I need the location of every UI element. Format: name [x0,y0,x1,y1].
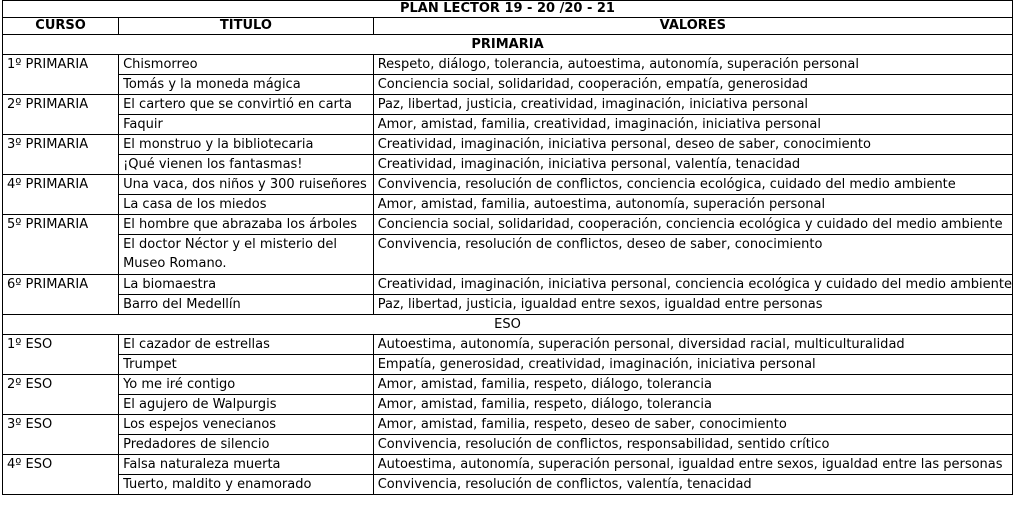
valores-cell: Empatía, generosidad, creatividad, imaginación, iniciativa personal [373,355,1012,375]
valores-cell: Amor, amistad, familia, respeto, diálogo, tolerancia [373,375,1012,395]
curso-cell: 1º PRIMARIA [3,55,119,95]
section-title: PRIMARIA [3,35,1013,55]
table-row [3,455,1013,475]
table-row [3,195,1013,215]
titulo-cell: El cartero que se convirtió en carta [119,95,374,115]
table-row [3,475,1013,495]
table-row [3,415,1013,435]
table-row [3,235,1013,275]
curso-cell: 2º ESO [3,375,119,415]
valores-cell: Creatividad, imaginación, iniciativa personal, conciencia ecológica y cuidado del medio ambiente [373,275,1012,295]
curso-cell: 4º ESO [3,455,119,495]
table-row [3,395,1013,415]
valores-cell: Autoestima, autonomía, superación personal, diversidad racial, multiculturalidad [373,335,1012,355]
titulo-cell: El hombre que abrazaba los árboles [119,215,374,235]
valores-cell: Respeto, diálogo, tolerancia, autoestima, autonomía, superación personal [373,55,1012,75]
section-title: ESO [3,315,1013,335]
titulo-cell: Faquir [119,115,374,135]
section-row [3,35,1013,55]
titulo-cell: Trumpet [119,355,374,375]
titulo-cell: El agujero de Walpurgis [119,395,374,415]
titulo-cell: Tuerto, maldito y enamorado [119,475,374,495]
titulo-cell: La biomaestra [119,275,374,295]
header-curso: CURSO [3,18,119,35]
table-row [3,355,1013,375]
valores-cell: Paz, libertad, justicia, creatividad, imaginación, iniciativa personal [373,95,1012,115]
valores-cell: Convivencia, resolución de conflictos, valentía, tenacidad [373,475,1012,495]
valores-cell: Amor, amistad, familia, respeto, diálogo, tolerancia [373,395,1012,415]
valores-cell: Paz, libertad, justicia, igualdad entre sexos, igualdad entre personas [373,295,1012,315]
table-row [3,275,1013,295]
titulo-cell: Predadores de silencio [119,435,374,455]
titulo-cell: Yo me iré contigo [119,375,374,395]
curso-cell: 4º PRIMARIA [3,175,119,215]
header-row [3,18,1013,35]
table-row [3,135,1013,155]
table-row [3,435,1013,455]
table-row [3,175,1013,195]
titulo-cell: Los espejos venecianos [119,415,374,435]
section-row [3,315,1013,335]
valores-cell: Conciencia social, solidaridad, cooperación, conciencia ecológica y cuidado del medio ambiente [373,215,1012,235]
valores-cell: Conciencia social, solidaridad, cooperación, empatía, generosidad [373,75,1012,95]
titulo-cell: La casa de los miedos [119,195,374,215]
table-row [3,215,1013,235]
titulo-cell: Barro del Medellín [119,295,374,315]
curso-cell: 2º PRIMARIA [3,95,119,135]
table-row [3,155,1013,175]
titulo-cell: Chismorreo [119,55,374,75]
valores-cell: Convivencia, resolución de conflictos, conciencia ecológica, cuidado del medio ambiente [373,175,1012,195]
reading-plan-table [2,0,1013,495]
title-row [3,1,1013,18]
titulo-cell: ¡Qué vienen los fantasmas! [119,155,374,175]
curso-cell: 6º PRIMARIA [3,275,119,315]
table-row [3,375,1013,395]
valores-cell: Creatividad, imaginación, iniciativa personal, valentía, tenacidad [373,155,1012,175]
table-row [3,75,1013,95]
valores-cell: Amor, amistad, familia, creatividad, imaginación, iniciativa personal [373,115,1012,135]
curso-cell: 5º PRIMARIA [3,215,119,275]
titulo-cell: Tomás y la moneda mágica [119,75,374,95]
valores-cell: Creatividad, imaginación, iniciativa personal, deseo de saber, conocimiento [373,135,1012,155]
titulo-cell: El doctor Néctor y el misterio del Museo Romano. [119,235,374,275]
titulo-cell: Una vaca, dos niños y 300 ruiseñores [119,175,374,195]
curso-cell: 3º PRIMARIA [3,135,119,175]
titulo-cell: Falsa naturaleza muerta [119,455,374,475]
table-title: PLAN LECTOR 19 - 20 /20 - 21 [3,1,1013,18]
curso-cell: 1º ESO [3,335,119,375]
valores-cell: Amor, amistad, familia, respeto, deseo de saber, conocimiento [373,415,1012,435]
table-row [3,115,1013,135]
valores-cell: Convivencia, resolución de conflictos, responsabilidad, sentido crítico [373,435,1012,455]
table-row [3,335,1013,355]
titulo-cell: El monstruo y la bibliotecaria [119,135,374,155]
curso-cell: 3º ESO [3,415,119,455]
titulo-cell: El cazador de estrellas [119,335,374,355]
header-valores: VALORES [373,18,1012,35]
header-titulo: TÍTULO [119,18,374,35]
valores-cell: Convivencia, resolución de conflictos, deseo de saber, conocimiento [373,235,1012,275]
valores-cell: Autoestima, autonomía, superación personal, igualdad entre sexos, igualdad entre las personas [373,455,1012,475]
valores-cell: Amor, amistad, familia, autoestima, autonomía, superación personal [373,195,1012,215]
table-row [3,55,1013,75]
table-row [3,295,1013,315]
table-row [3,95,1013,115]
